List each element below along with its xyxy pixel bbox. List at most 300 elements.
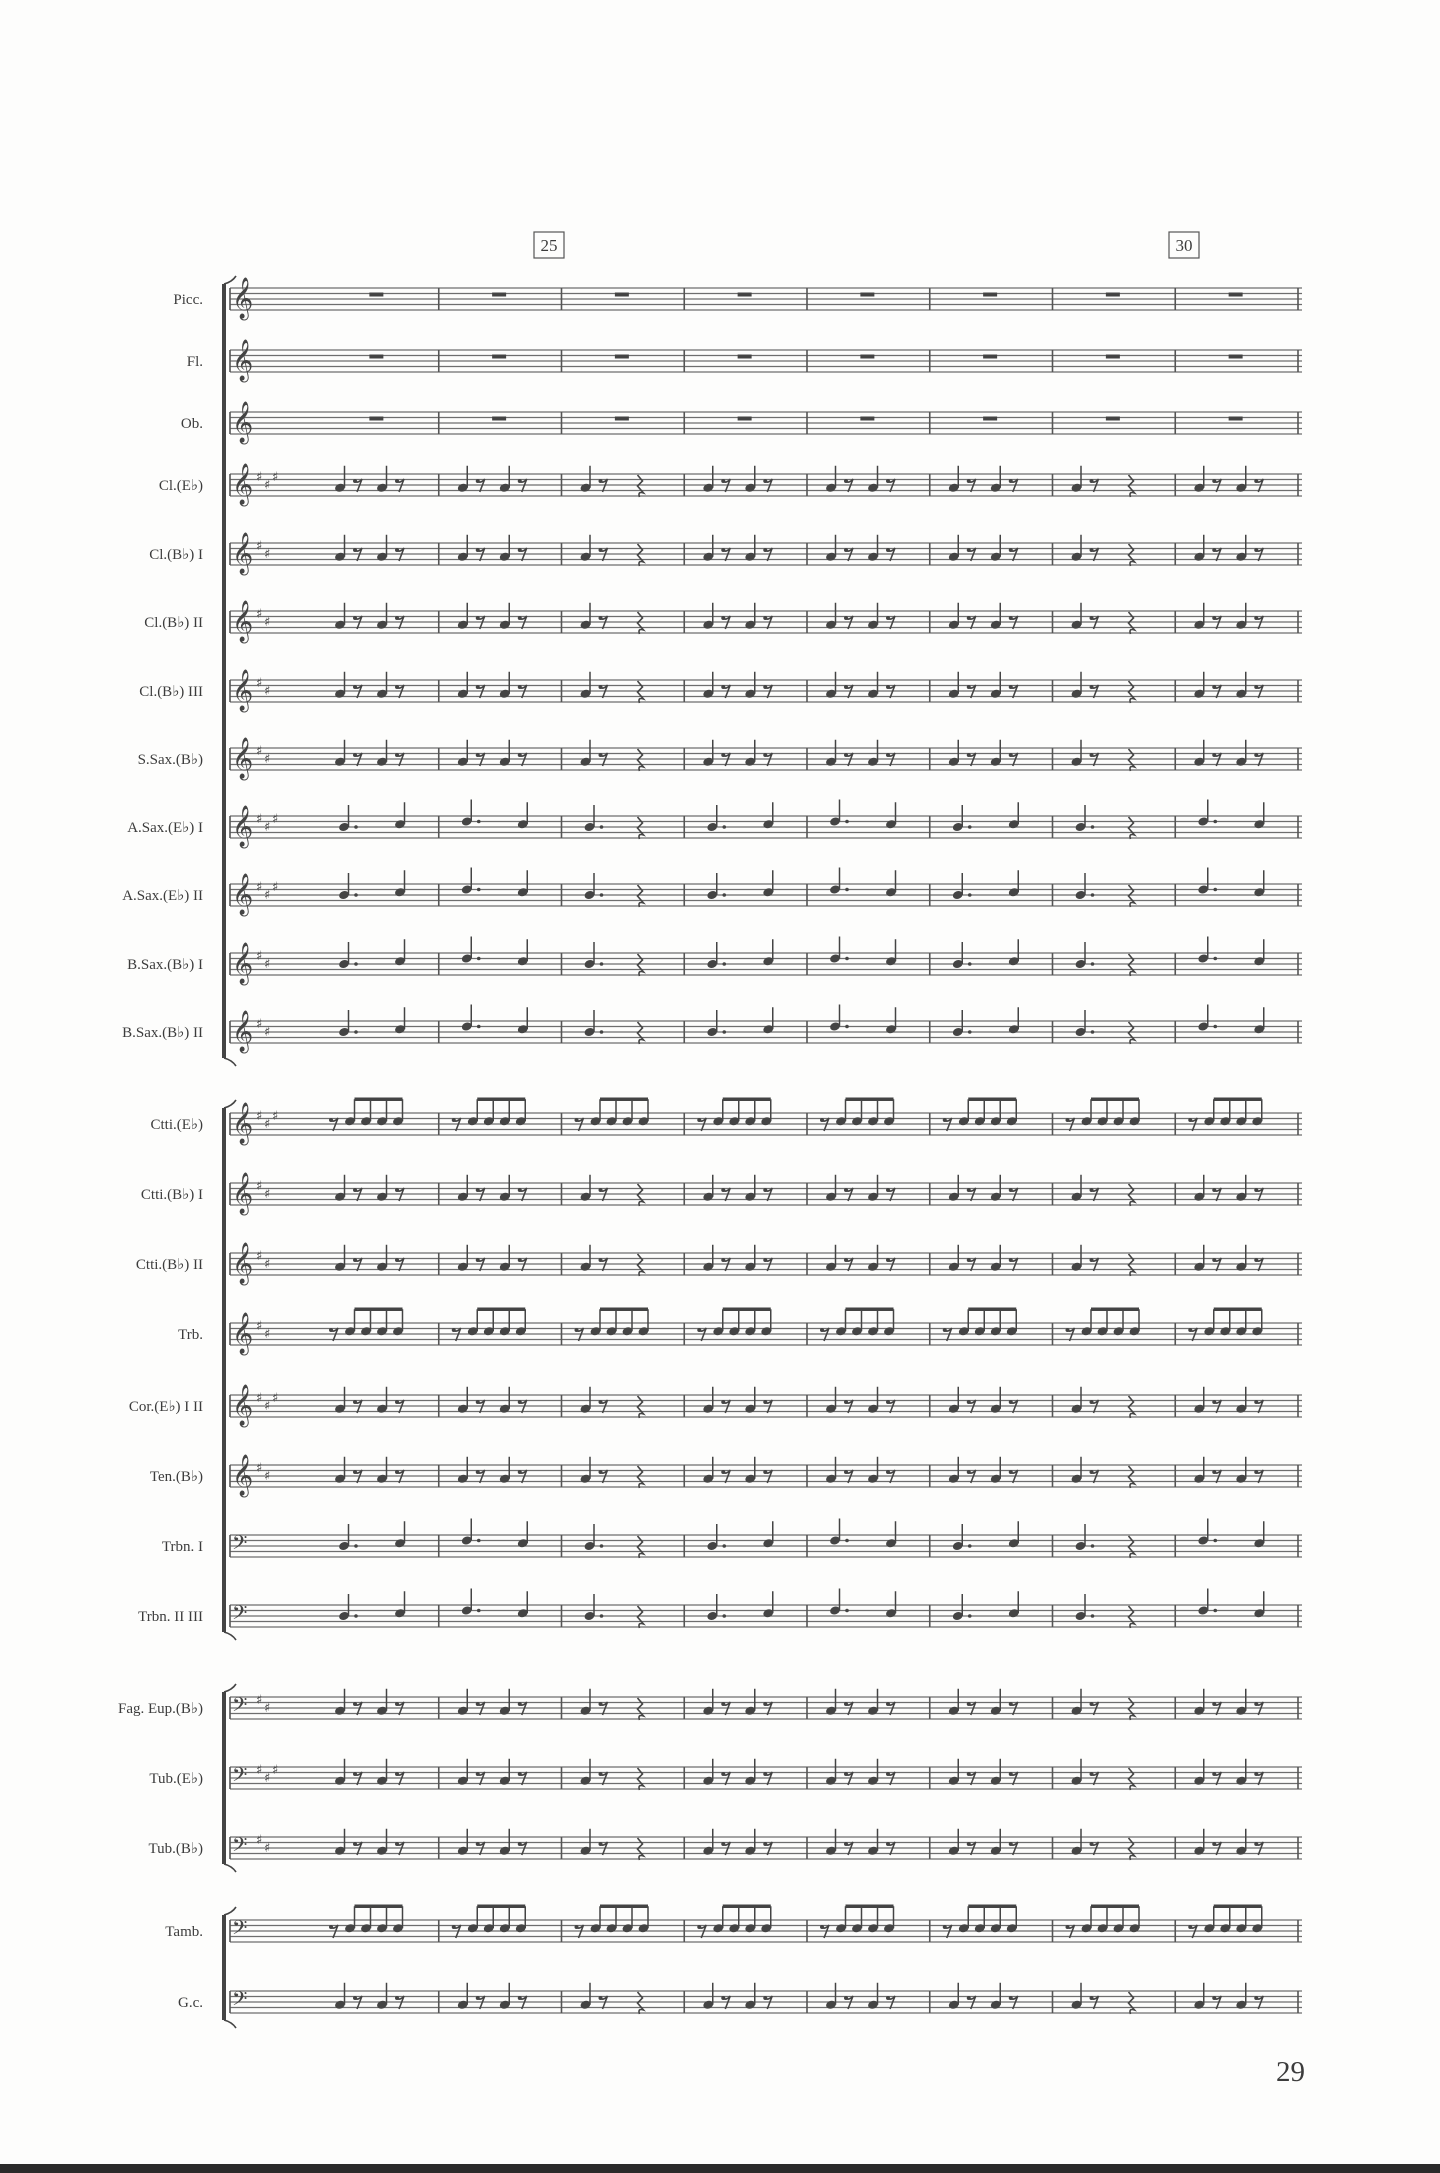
eighth-rest-dot [395, 1258, 399, 1262]
eighth-rest-dot [844, 1258, 848, 1262]
staff-cl-b-iii [139, 669, 1302, 712]
eighth-rest-dot [353, 548, 357, 552]
eighth-rest-dot [763, 616, 767, 620]
sharp-icon: ♯ [264, 957, 271, 972]
eighth-rest-dot [967, 1470, 971, 1474]
staff-ctti-b-i [141, 1172, 1302, 1215]
treble-clef-icon: 𝄞 [232, 1385, 254, 1426]
eighth-rest-dot [599, 1188, 603, 1192]
dot [477, 820, 481, 824]
measure-5 [829, 1005, 897, 1035]
dot [722, 1030, 726, 1034]
measure-5 [829, 1519, 897, 1549]
staff-tub-b- [149, 1829, 1302, 1861]
measure-2 [492, 417, 506, 421]
eighth-rest-dot [967, 1188, 971, 1192]
staff-picc- [173, 277, 1302, 320]
whole-rest [738, 355, 752, 359]
measure-1 [338, 1007, 406, 1037]
eighth-rest-dot [697, 1328, 701, 1332]
measure-3 [575, 1099, 650, 1131]
dot [968, 1614, 972, 1618]
instrument-label: G.c. [178, 1995, 203, 2011]
eighth-rest-dot [1212, 1842, 1216, 1846]
measure-5 [820, 1099, 895, 1131]
measure-7 [1071, 1387, 1135, 1418]
eighth-rest-dot [844, 1842, 848, 1846]
sharp-icon: ♯ [264, 752, 271, 767]
eighth-rest-dot [1090, 1702, 1094, 1706]
staff-g-c- [178, 1983, 1302, 2015]
eighth-rest-dot [721, 753, 725, 757]
treble-clef-icon: 𝄞 [232, 340, 254, 381]
measure-1 [338, 870, 406, 900]
measure-4 [706, 870, 774, 900]
quarter-rest [638, 1396, 644, 1418]
eighth-rest-dot [1212, 1702, 1216, 1706]
eighth-rest-dot [476, 1702, 480, 1706]
quarter-rest [1129, 1536, 1135, 1558]
sharp-icon: ♯ [264, 1117, 271, 1132]
eighth-rest-dot [763, 1258, 767, 1262]
measure-2 [452, 1906, 527, 1938]
whole-rest [1106, 293, 1120, 297]
eighth-rest-dot [395, 685, 399, 689]
sharp-icon: ♯ [256, 1017, 263, 1032]
measure-5 [860, 417, 874, 421]
measure-7 [1106, 293, 1120, 297]
quarter-rest [638, 1184, 644, 1206]
measure-7 [1071, 1829, 1135, 1860]
staff-ctti-e- [151, 1099, 1303, 1145]
eighth-rest-dot [1090, 548, 1094, 552]
staff-trbn-ii-iii [138, 1589, 1302, 1630]
instrument-label: Cor.(E♭) I II [128, 1399, 203, 1415]
instrument-label: A.Sax.(E♭) II [122, 888, 203, 904]
quarter-rest [1129, 1838, 1135, 1860]
eighth-rest-dot [1188, 1328, 1192, 1332]
quarter-rest [638, 954, 644, 976]
whole-rest [369, 355, 383, 359]
bracket-top-hook [224, 1684, 236, 1692]
eighth-rest-dot [967, 1258, 971, 1262]
measure-3 [580, 1983, 644, 2014]
bracket-bottom-hook [224, 1632, 236, 1640]
eighth-rest-dot [1090, 1188, 1094, 1192]
eighth-rest-dot [353, 1470, 357, 1474]
quarter-rest [1129, 1184, 1135, 1206]
eighth-rest-dot [1188, 1118, 1192, 1122]
measure-2 [492, 355, 506, 359]
dot [1213, 957, 1217, 961]
quarter-rest [1129, 749, 1135, 771]
dot [722, 1544, 726, 1548]
quarter-rest [1129, 681, 1135, 703]
instrument-label: Fl. [186, 354, 203, 370]
eighth-rest-dot [599, 1400, 603, 1404]
eighth-rest-dot [721, 1772, 725, 1776]
instrument-label: Ctti.(B♭) I [140, 1187, 203, 1203]
sharp-icon: ♯ [264, 820, 271, 835]
quarter-rest [1129, 1768, 1135, 1790]
sharp-icon: ♯ [256, 1319, 263, 1334]
eighth-rest-dot [353, 1188, 357, 1192]
dot [600, 1544, 604, 1548]
eighth-rest-dot [1009, 479, 1013, 483]
dot [354, 1030, 358, 1034]
eighth-rest-dot [353, 479, 357, 483]
bracket-top-hook [224, 1907, 236, 1915]
eighth-rest-dot [1212, 479, 1216, 483]
eighth-rest-dot [886, 479, 890, 483]
dot [845, 1609, 849, 1613]
eighth-rest-dot [721, 1702, 725, 1706]
eighth-rest-dot [1254, 1702, 1258, 1706]
treble-clef-icon: 𝄞 [232, 1011, 254, 1052]
dot [968, 825, 972, 829]
sharp-icon: ♯ [256, 1693, 263, 1708]
measure-6 [943, 1099, 1018, 1131]
sharp-icon: ♯ [256, 1391, 263, 1406]
instrument-label: Tub.(B♭) [148, 1841, 203, 1857]
dot [477, 888, 481, 892]
page-number: 29 [1276, 2056, 1305, 2088]
eighth-rest-dot [886, 1842, 890, 1846]
eighth-rest-dot [886, 685, 890, 689]
system-2 [129, 1099, 1302, 1640]
quarter-rest [1129, 817, 1135, 839]
eighth-rest-dot [518, 1188, 522, 1192]
eighth-rest-dot [1009, 753, 1013, 757]
treble-clef-icon: 𝄞 [232, 806, 254, 847]
measure-8 [1188, 1309, 1263, 1341]
instrument-label: A.Sax.(E♭) I [127, 820, 203, 836]
eighth-rest-dot [1090, 1258, 1094, 1262]
rehearsal-mark-30: 30 [1175, 236, 1193, 255]
dot [354, 962, 358, 966]
eighth-rest-dot [844, 1996, 848, 2000]
instrument-label: Ten.(B♭) [149, 1469, 203, 1485]
measure-8 [1197, 1589, 1265, 1619]
sharp-icon: ♯ [256, 1763, 263, 1778]
whole-rest [492, 355, 506, 359]
staff-fag-eup-b- [118, 1689, 1302, 1721]
measure-8 [1197, 868, 1265, 898]
measure-4 [738, 293, 752, 297]
eighth-rest-dot [518, 1702, 522, 1706]
eighth-rest-dot [1066, 1925, 1070, 1929]
treble-clef-icon: 𝄞 [232, 464, 254, 505]
eighth-rest-dot [476, 685, 480, 689]
whole-rest [1229, 293, 1243, 297]
sharp-icon: ♯ [272, 470, 279, 485]
measure-3 [615, 355, 629, 359]
eighth-rest-dot [395, 1996, 399, 2000]
measure-2 [461, 800, 529, 830]
dot [968, 1544, 972, 1548]
eighth-rest-dot [353, 685, 357, 689]
sharp-icon: ♯ [264, 888, 271, 903]
sharp-icon: ♯ [264, 1701, 271, 1716]
bass-clef-icon: 𝄢 [232, 1763, 248, 1791]
measure-1 [338, 1591, 406, 1621]
measure-4 [738, 355, 752, 359]
eighth-rest-dot [329, 1925, 333, 1929]
eighth-rest-dot [763, 685, 767, 689]
eighth-rest-dot [967, 479, 971, 483]
eighth-rest-dot [518, 1470, 522, 1474]
measure-4 [697, 1906, 772, 1938]
measure-8 [1229, 417, 1243, 421]
dot [600, 1614, 604, 1618]
staff-tub-e- [149, 1759, 1302, 1791]
eighth-rest-dot [763, 1400, 767, 1404]
bracket-bottom-hook [224, 2020, 236, 2028]
quarter-rest [1129, 1466, 1135, 1488]
staff-a-sax-e-i [127, 800, 1302, 849]
instrument-label: Ctti.(E♭) [150, 1117, 203, 1133]
eighth-rest-dot [395, 753, 399, 757]
measure-1 [338, 802, 406, 832]
measure-3 [580, 1387, 644, 1418]
eighth-rest-dot [599, 1470, 603, 1474]
measure-6 [983, 355, 997, 359]
eighth-rest-dot [599, 1996, 603, 2000]
eighth-rest-dot [518, 753, 522, 757]
instrument-label: Ctti.(B♭) II [135, 1257, 203, 1273]
sharp-icon: ♯ [264, 1771, 271, 1786]
measure-7 [1071, 1759, 1135, 1790]
quarter-rest [638, 1254, 644, 1276]
measure-1 [369, 355, 383, 359]
quarter-rest [638, 681, 644, 703]
eighth-rest-dot [1212, 1996, 1216, 2000]
eighth-rest-dot [1254, 616, 1258, 620]
eighth-rest-dot [886, 548, 890, 552]
eighth-rest-dot [763, 1470, 767, 1474]
eighth-rest-dot [476, 753, 480, 757]
measure-5 [860, 355, 874, 359]
eighth-rest-dot [763, 548, 767, 552]
measure-1 [329, 1309, 404, 1341]
measure-3 [575, 1309, 650, 1341]
eighth-rest-dot [763, 1188, 767, 1192]
eighth-rest-dot [721, 1842, 725, 1846]
instrument-label: Trbn. I [161, 1539, 203, 1555]
eighth-rest-dot [599, 1258, 603, 1262]
measure-8 [1197, 1005, 1265, 1035]
quarter-rest [1129, 885, 1135, 907]
dot [722, 1614, 726, 1618]
staff-cl-e- [159, 463, 1302, 506]
quarter-rest [638, 475, 644, 497]
bass-clef-icon: 𝄢 [232, 1916, 248, 1944]
dot [722, 893, 726, 897]
measure-2 [461, 1589, 529, 1619]
treble-clef-icon: 𝄞 [232, 738, 254, 779]
measure-5 [820, 1906, 895, 1938]
eighth-rest-dot [721, 1996, 725, 2000]
sharp-icon: ♯ [264, 1257, 271, 1272]
measure-7 [1066, 1099, 1141, 1131]
dot [968, 893, 972, 897]
sharp-icon: ♯ [256, 1179, 263, 1194]
eighth-rest-dot [395, 548, 399, 552]
eighth-rest-dot [1066, 1328, 1070, 1332]
eighth-rest-dot [575, 1328, 579, 1332]
bass-clef-icon: 𝄢 [232, 1833, 248, 1861]
measure-1 [369, 417, 383, 421]
eighth-rest-dot [1090, 753, 1094, 757]
measure-3 [580, 672, 644, 703]
sharp-icon: ♯ [264, 478, 271, 493]
staff-b-sax-b-i [127, 937, 1302, 986]
eighth-rest-dot [1009, 1702, 1013, 1706]
eighth-rest-dot [967, 548, 971, 552]
sharp-icon: ♯ [264, 1025, 271, 1040]
eighth-rest-dot [1009, 548, 1013, 552]
eighth-rest-dot [844, 548, 848, 552]
eighth-rest-dot [518, 479, 522, 483]
eighth-rest-dot [476, 1400, 480, 1404]
measure-1 [338, 939, 406, 969]
eighth-rest-dot [1254, 685, 1258, 689]
whole-rest [738, 417, 752, 421]
measure-4 [738, 417, 752, 421]
eighth-rest-dot [1212, 1470, 1216, 1474]
eighth-rest-dot [763, 479, 767, 483]
measure-1 [329, 1099, 404, 1131]
staff-ctti-b-ii [136, 1242, 1302, 1285]
eighth-rest-dot [395, 1470, 399, 1474]
sharp-icon: ♯ [264, 684, 271, 699]
whole-rest [615, 293, 629, 297]
measure-7 [1066, 1906, 1141, 1938]
eighth-rest-dot [1254, 548, 1258, 552]
eighth-rest-dot [886, 1772, 890, 1776]
sharp-icon: ♯ [256, 1833, 263, 1848]
eighth-rest-dot [353, 1842, 357, 1846]
eighth-rest-dot [353, 1258, 357, 1262]
eighth-rest-dot [1212, 1772, 1216, 1776]
whole-rest [492, 417, 506, 421]
eighth-rest-dot [353, 1772, 357, 1776]
eighth-rest-dot [967, 1772, 971, 1776]
eighth-rest-dot [1009, 1258, 1013, 1262]
measure-4 [706, 1521, 774, 1551]
system-3 [118, 1684, 1302, 1872]
measure-8 [1197, 1519, 1265, 1549]
whole-rest [983, 293, 997, 297]
sharp-icon: ♯ [264, 1469, 271, 1484]
eighth-rest-dot [353, 1702, 357, 1706]
dot [1213, 820, 1217, 824]
quarter-rest [638, 1698, 644, 1720]
dot [1213, 1609, 1217, 1613]
whole-rest [860, 355, 874, 359]
quarter-rest [638, 885, 644, 907]
staff-a-sax-e-ii [122, 868, 1302, 917]
measure-2 [492, 293, 506, 297]
eighth-rest-dot [1090, 1842, 1094, 1846]
eighth-rest-dot [721, 685, 725, 689]
quarter-rest [1129, 612, 1135, 634]
sharp-icon: ♯ [256, 1109, 263, 1124]
treble-clef-icon: 𝄞 [232, 533, 254, 574]
eighth-rest-dot [943, 1925, 947, 1929]
eighth-rest-dot [721, 1400, 725, 1404]
eighth-rest-dot [1090, 616, 1094, 620]
quarter-rest [638, 1606, 644, 1628]
dot [968, 1030, 972, 1034]
dot [354, 825, 358, 829]
eighth-rest-dot [1009, 1400, 1013, 1404]
eighth-rest-dot [476, 1996, 480, 2000]
quarter-rest [1129, 954, 1135, 976]
eighth-rest-dot [599, 548, 603, 552]
staff-trb- [178, 1309, 1302, 1355]
measure-3 [580, 603, 644, 634]
eighth-rest-dot [599, 616, 603, 620]
quarter-rest [638, 612, 644, 634]
instrument-label: Fag. Eup.(B♭) [118, 1701, 203, 1717]
eighth-rest-dot [518, 1400, 522, 1404]
measure-1 [338, 1521, 406, 1551]
dot [845, 820, 849, 824]
sharp-icon: ♯ [256, 744, 263, 759]
eighth-rest-dot [518, 685, 522, 689]
measure-6 [952, 870, 1020, 900]
sharp-icon: ♯ [264, 1327, 271, 1342]
eighth-rest-dot [518, 1772, 522, 1776]
eighth-rest-dot [1009, 1842, 1013, 1846]
measure-5 [820, 1309, 895, 1341]
instrument-label: Trbn. II III [138, 1609, 203, 1625]
treble-clef-icon: 𝄞 [232, 1313, 254, 1354]
eighth-rest-dot [763, 1772, 767, 1776]
instrument-label: Tub.(E♭) [149, 1771, 203, 1787]
eighth-rest-dot [1212, 616, 1216, 620]
dot [1213, 888, 1217, 892]
eighth-rest-dot [721, 1470, 725, 1474]
measure-7 [1071, 535, 1135, 566]
eighth-rest-dot [886, 1400, 890, 1404]
measure-3 [580, 1689, 644, 1720]
measure-5 [829, 800, 897, 830]
eighth-rest-dot [844, 1772, 848, 1776]
eighth-rest-dot [1009, 685, 1013, 689]
dot [477, 1609, 481, 1613]
dot [600, 962, 604, 966]
eighth-rest-dot [844, 1702, 848, 1706]
measure-8 [1229, 293, 1243, 297]
measure-7 [1071, 740, 1135, 771]
sharp-icon: ♯ [272, 1109, 279, 1124]
quarter-rest [1129, 1698, 1135, 1720]
eighth-rest-dot [476, 616, 480, 620]
quarter-rest [1129, 1606, 1135, 1628]
whole-rest [615, 355, 629, 359]
eighth-rest-dot [721, 616, 725, 620]
eighth-rest-dot [518, 616, 522, 620]
sharp-icon: ♯ [264, 1187, 271, 1202]
eighth-rest-dot [599, 753, 603, 757]
measure-7 [1071, 1245, 1135, 1276]
measure-3 [580, 1245, 644, 1276]
eighth-rest-dot [1254, 1996, 1258, 2000]
eighth-rest-dot [395, 1400, 399, 1404]
quarter-rest [1129, 1022, 1135, 1044]
